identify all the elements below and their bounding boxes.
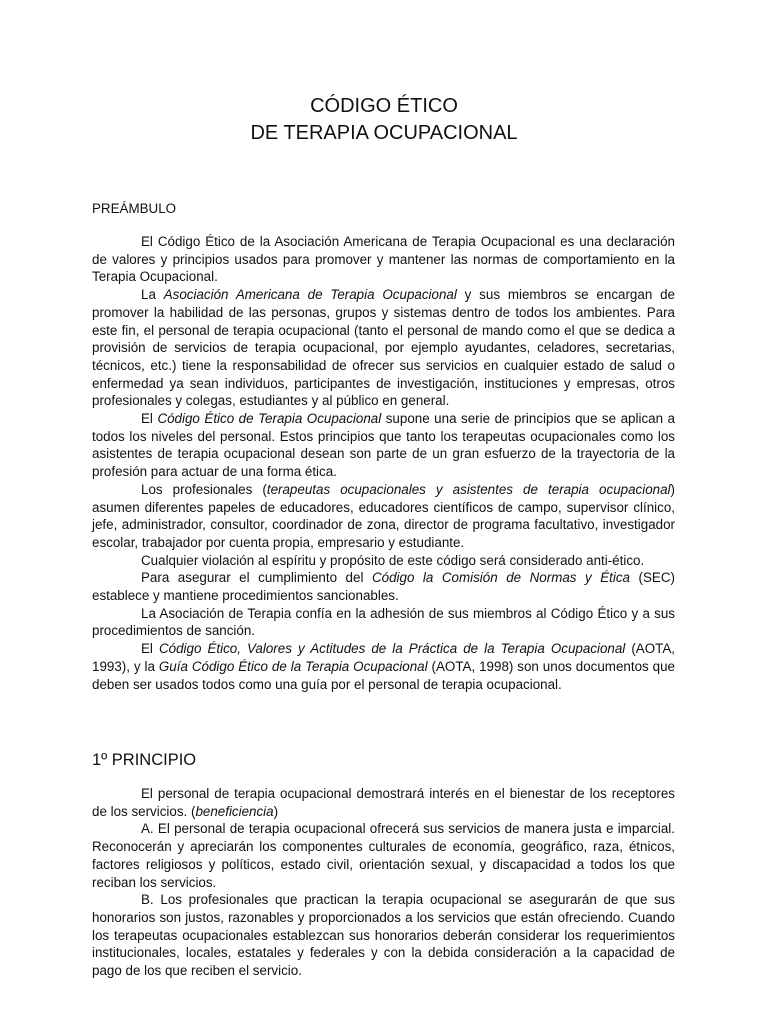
principle-1-intro-text: ): [273, 803, 279, 819]
document-title-line-2: DE TERAPIA OCUPACIONAL: [250, 122, 518, 144]
preamble-paragraph: [92, 410, 675, 481]
preamble-p8-text: (AOTA, 1998) son unos documentos que deben ser usados todos como una guía por el personal de terapia ocupacional.: [92, 658, 675, 692]
preamble-p3-text: supone una serie de principios que se aplican a todos los niveles del personal. Estos principios que tanto los terapeutas ocupacionales como los asistentes de terapia ocupacional desean son parte de un gran esfuerzo de la trayectoria de la profesión para actuar de una forma ética.: [92, 411, 675, 480]
preamble-p8-text: (AOTA, 1993), y la: [92, 641, 675, 674]
preamble-p1-text: El Código Ético de la Asociación Americana de Terapia Ocupacional es una declaración de valores y principios usados para promover y mantener las normas de comportamiento en la Terapia Ocupacional.: [92, 234, 675, 285]
preamble-paragraph: [92, 569, 675, 604]
preamble-p4-text: ) asumen diferentes papeles de educadores, educadores científicos de campo, supervisor clínico, jefe, administrador, consultor, coordinador de zona, director de programa facultativo, investigador escolar, trabajador por cuenta propia, empresario y estudiante.: [92, 481, 675, 550]
preamble-body: [92, 233, 675, 693]
preamble-p5-text: Cualquier violación al espíritu y propósito de este código será considerado anti-ético.: [141, 552, 645, 568]
principle-1-paragraph: [92, 785, 675, 820]
preamble-paragraph: [92, 552, 675, 570]
preamble-heading: PREÁMBULO: [92, 201, 177, 216]
preamble-p3-italic: Código Ético de Terapia Ocupacional: [157, 411, 382, 427]
preamble-paragraph: [92, 233, 675, 286]
preamble-paragraph: [92, 481, 675, 552]
preamble-p7-text: La Asociación de Terapia confía en la adhesión de sus miembros al Código Ético y a sus procedimientos de sanción.: [92, 605, 675, 639]
principle-1-intro-italic: beneficiencia: [195, 803, 274, 819]
preamble-p3-text: El: [141, 411, 158, 427]
preamble-p4-italic: terapeutas ocupacionales y asistentes de terapia ocupacional: [266, 481, 671, 497]
preamble-p2-text: La: [141, 287, 164, 303]
preamble-paragraph: [92, 605, 675, 640]
preamble-p8-italic: Código Ético, Valores y Actitudes de la Práctica de la Terapia Ocupacional: [158, 641, 626, 657]
preamble-p4-text: Los profesionales (: [141, 481, 267, 497]
preamble-p8-text: El: [141, 641, 159, 657]
principle-1-body: [92, 785, 675, 980]
preamble-p6-italic: Código la Comisión de Normas y Ética: [371, 570, 631, 586]
principle-1-paragraph: [92, 820, 675, 891]
preamble-p8-italic: Guía Código Ético de la Terapia Ocupacional: [158, 658, 428, 674]
preamble-paragraph: [92, 640, 675, 693]
principle-1-item-b: B. Los profesionales que practican la terapia ocupacional se asegurarán de que sus honorarios son justos, razonables y proporcionados a los servicios que están ofreciendo. Cuando los terapeutas ocupacionales establezcan sus honorarios deberán considerar los requerimientos institucionales, locales, estatales y federales y con la debida consideración a la capacidad de pago de los que reciben el servicio.: [92, 892, 675, 979]
principle-1-item-a: A. El personal de terapia ocupacional ofrecerá sus servicios de manera justa e imparcial. Reconocerán y apreciarán los componentes culturales de economía, geográfico, raza, étnicos, factores religiosos y políticos, estado civil, orientación sexual, y discapacidad a todos los que reciban los servicios.: [92, 821, 675, 890]
document-title-line-1: CÓDIGO ÉTICO: [310, 95, 458, 117]
principle-1-paragraph: [92, 891, 675, 980]
preamble-p6-text: Para asegurar el cumplimiento del: [141, 570, 372, 586]
principle-1-intro-text: El personal de terapia ocupacional demostrará interés en el bienestar de los receptores de los servicios. (: [92, 786, 675, 819]
preamble-p2-text: y sus miembros se encargan de promover la habilidad de las personas, grupos y sistemas dentro de todos los ambientes. Para este fin, el personal de terapia ocupacional (tanto el personal de mando como el que se dedica a provisión de servicios de terapia ocupacional, por ejemplo ayudantes, celadores, secretarias, técnicos, etc.) tiene la responsabilidad de ofrecer sus servicios en cualquier estado de salud o enfermedad ya sean individuos, participantes de investigación, instituciones y empresas, otros profesionales y colegas, estudiantes y al público en general.: [92, 287, 675, 409]
preamble-p2-italic: Asociación Americana de Terapia Ocupacional: [163, 287, 457, 303]
preamble-paragraph: [92, 286, 675, 410]
principle-1-heading: 1º PRINCIPIO: [92, 751, 197, 769]
preamble-p6-text: (SEC) establece y mantiene procedimientos sancionables.: [92, 570, 675, 604]
